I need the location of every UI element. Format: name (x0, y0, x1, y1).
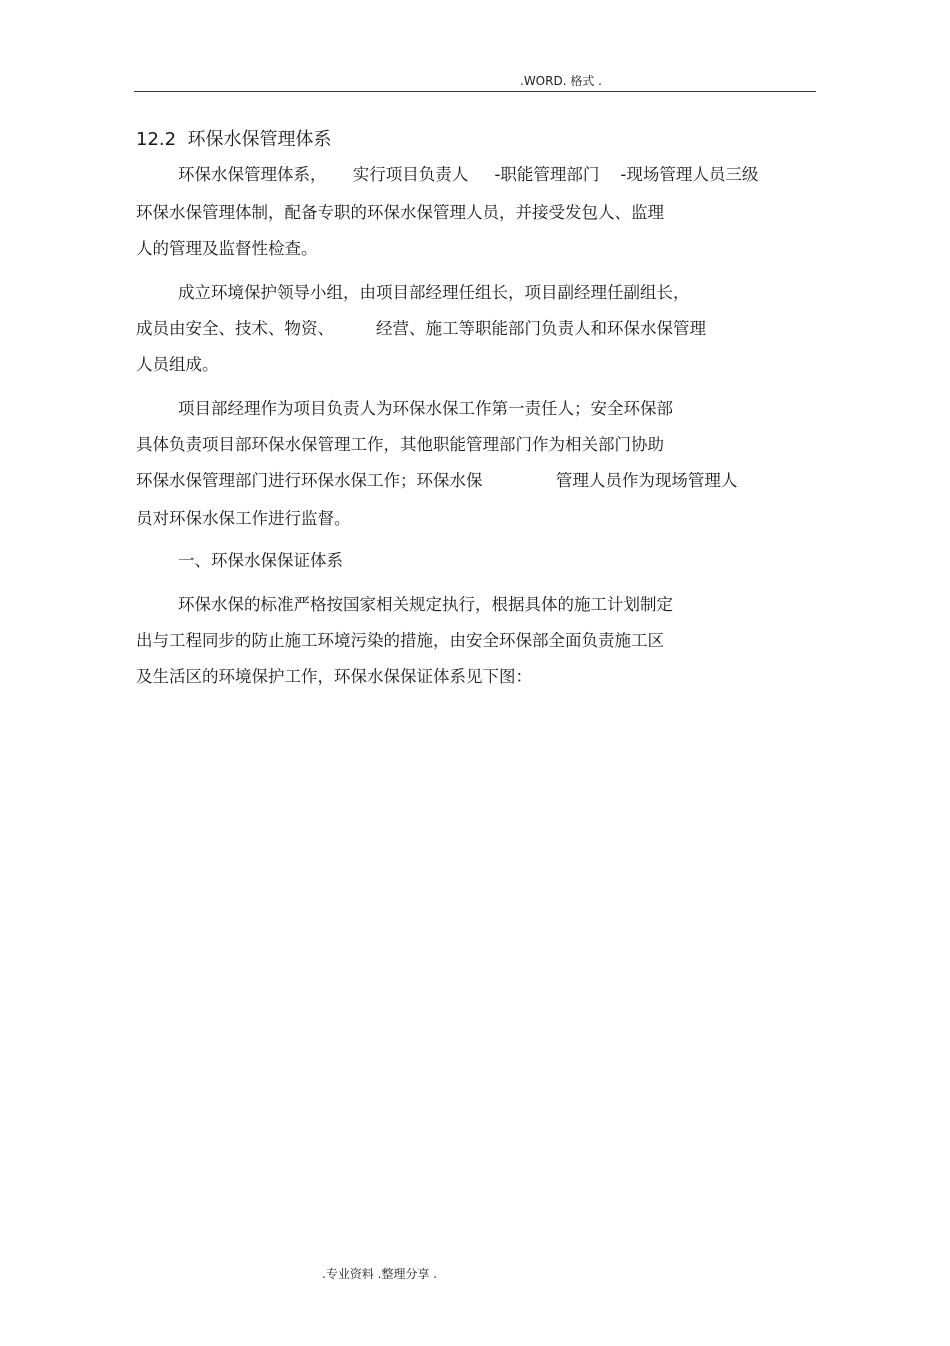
paragraph-line: 人员组成。 (136, 355, 219, 374)
paragraph-line: 环保水保的标准严格按国家相关规定执行，根据具体的施工计划制定 (178, 595, 673, 614)
paragraph-line: 具体负责项目部环保水保管理工作，其他职能管理部门作为相关部门协助 (136, 435, 664, 454)
paragraph-line: 及生活区的环境保护工作，环保水保保证体系见下图： (136, 667, 532, 686)
paragraph-line: 人的管理及监督性检查。 (136, 239, 318, 258)
paragraph-line: 环保水保管理体制，配备专职的环保水保管理人员，并接受发包人、监理 (136, 203, 664, 222)
page-footer-label: .专业资料 .整理分享 . (322, 1267, 438, 1281)
subsection-heading: 一、环保水保保证体系 (178, 551, 343, 570)
paragraph-line: 成员由安全、技术、物资、 经营、施工等职能部门负责人和环保水保管理 (136, 319, 706, 338)
paragraph-line: 成立环境保护领导小组，由项目部经理任组长，项目副经理任副组长， (178, 283, 690, 302)
paragraph-line: 员对环保水保工作进行监督。 (136, 509, 351, 528)
header-divider (134, 91, 816, 92)
paragraph-line: 出与工程同步的防止施工环境污染的措施，由安全环保部全面负责施工区 (136, 631, 664, 650)
paragraph-line: 环保水保管理体系， 实行项目负责人 -职能管理部门 -现场管理人员三级 (178, 165, 759, 184)
paragraph-line: 项目部经理作为项目负责人为环保水保工作第一责任人；安全环保部 (178, 399, 673, 418)
page-header-label: .WORD. 格式 . (520, 74, 602, 88)
paragraph-line: 环保水保管理部门进行环保水保工作；环保水保 管理人员作为现场管理人 (136, 471, 738, 490)
section-heading: 12.2 环保水保管理体系 (136, 129, 332, 150)
